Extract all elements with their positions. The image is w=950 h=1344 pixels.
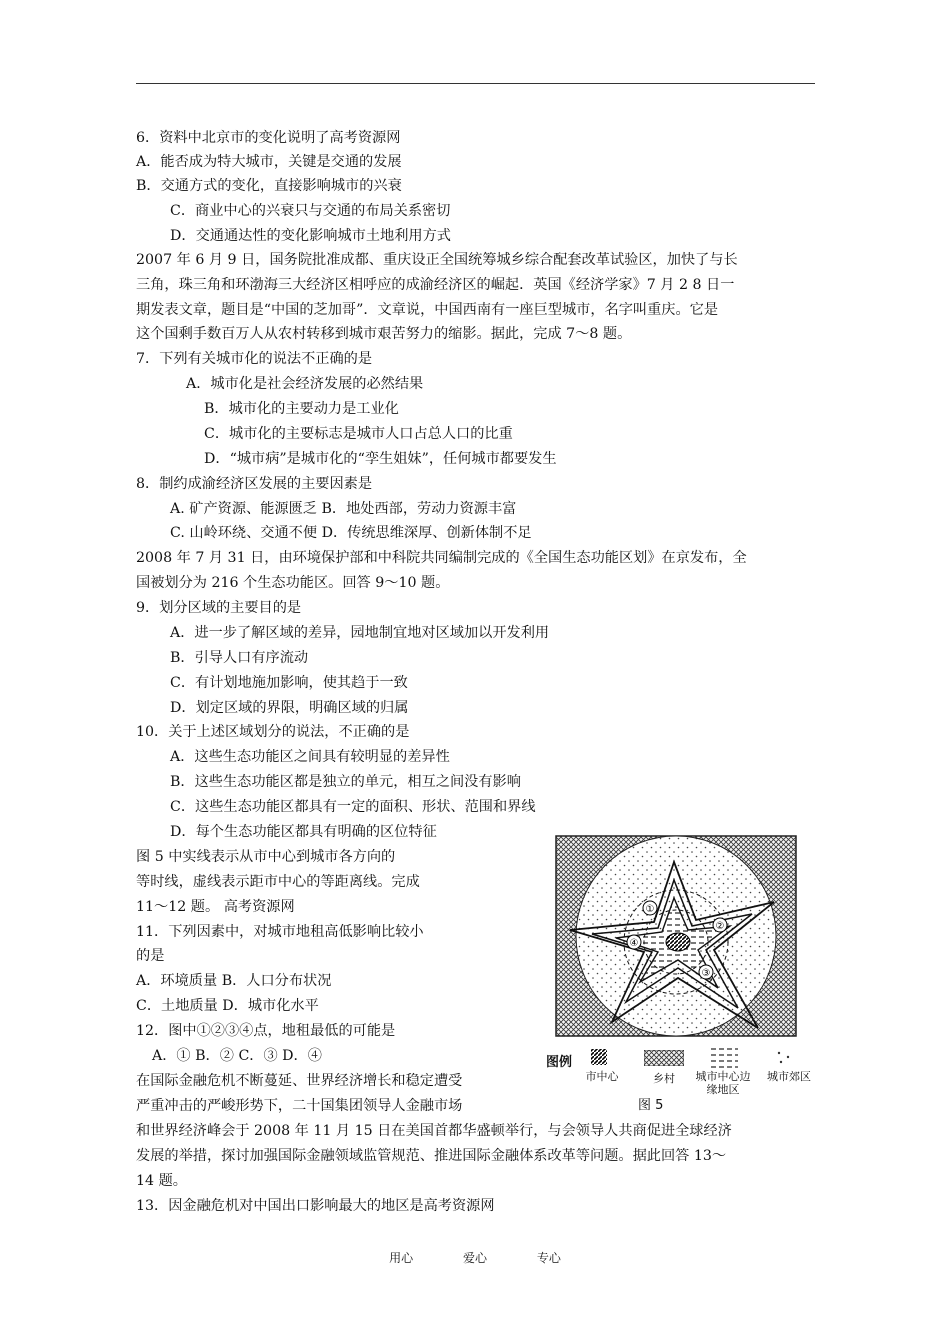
footer-word-3: 专心 [536,1251,561,1265]
passage-11-12-line-2: 等时线，虚线表示距市中心的等距离线。完成 [136,874,420,890]
option-11ab: A．环境质量 B．人口分布状况 [136,973,332,989]
passage-9-10-line-1: 2008 年 7 月 31 日，由环境保护部和中科院共同编制完成的《全国生态功能区划》在京发布，全 [136,550,747,566]
figure-5 [546,832,818,1122]
option-9c: C．有计划地施加影响，使其趋于一致 [170,675,408,691]
footer-word-1: 用心 [389,1251,414,1265]
legend-title: 图例 [546,1055,573,1070]
legend-center-edge-swatch [710,1046,738,1068]
option-9d: D．划定区域的界限，明确区域的归属 [170,700,409,716]
passage-7-8-line-1: 2007 年 6 月 9 日，国务院批准成都、重庆设正全国统筹城乡综合配套改革试验区，加快了与长 [136,252,738,268]
legend-rural-swatch [644,1050,684,1066]
question-10: 10．关于上述区域划分的说法，不正确的是 [136,724,410,740]
option-9b: B．引导人口有序流动 [170,650,309,666]
legend-suburb-swatch [774,1048,794,1066]
point-3-label: ③ [701,968,711,979]
passage-9-10-line-2: 国被划分为 216 个生态功能区。回答 9～10 题。 [136,575,450,591]
question-11-cont: 的是 [136,948,165,964]
figure-caption: 图 5 [638,1098,664,1113]
passage-11-12-line-3: 11～12 题。 高考资源网 [136,899,295,915]
city-zone-map [546,832,818,1047]
option-7c: C．城市化的主要标志是城市人口占总人口的比重 [204,426,513,442]
passage-13-14-line-2: 严重冲击的严峻形势下，二十国集团领导人金融市场 [136,1098,463,1114]
passage-11-12-line-1: 图 5 中实线表示从市中心到城市各方向的 [136,849,396,865]
question-7: 7．下列有关城市化的说法不正确的是 [136,351,373,367]
point-4-label: ④ [629,938,639,949]
legend-city-center-label: 市中心 [585,1070,619,1083]
option-7b: B．城市化的主要动力是工业化 [204,401,399,417]
passage-13-14-line-4: 发展的举措，探讨加强国际金融领域监管规范、推进国际金融体系改革等问题。据此回答 13～ [136,1148,727,1164]
point-1-label: ① [645,904,655,915]
option-6b: B．交通方式的变化，直接影响城市的兴衰 [136,178,402,194]
city-center [666,933,690,951]
option-7d: D．“城市病”是城市化的“孪生姐妹”，任何城市都要发生 [204,451,557,467]
legend-center-edge-label: 城市中心边缘地区 [695,1070,751,1096]
page-footer [0,1249,950,1266]
passage-7-8-line-3: 期发表文章，题目是“中国的芝加哥”．文章说，中国西南有一座巨型城市，名字叫重庆。它是 [136,302,719,318]
header-rule [136,83,815,84]
passage-7-8-line-4: 这个国剩手数百万人从农村转移到城市艰苦努力的缩影。据此，完成 7～8 题。 [136,326,632,342]
option-10a: A．这些生态功能区之间具有较明显的差异性 [170,749,450,765]
option-6c: C．商业中心的兴衰只与交通的布局关系密切 [170,203,451,219]
question-9: 9．划分区域的主要目的是 [136,600,302,616]
legend-rural-label: 乡村 [653,1072,675,1085]
option-10c: C．这些生态功能区都具有一定的面积、形状、范围和界线 [170,799,536,815]
option-6d: D．交通通达性的变化影响城市土地利用方式 [170,228,451,244]
question-6: 6．资料中北京市的变化说明了高考资源网 [136,130,401,146]
option-11cd: C．土地质量 D．城市化水平 [136,998,319,1014]
option-10b: B．这些生态功能区都是独立的单元，相互之间没有影响 [170,774,521,790]
footer-word-2: 爱心 [462,1251,487,1265]
passage-13-14-line-5: 14 题。 [136,1173,187,1189]
option-8ab: A. 矿产资源、能源匮乏 B．地处西部，劳动力资源丰富 [170,501,517,517]
question-13: 13．因金融危机对中国出口影响最大的地区是高考资源网 [136,1198,495,1214]
passage-13-14-line-3: 和世界经济峰会于 2008 年 11 月 15 日在美国首都华盛顿举行，与会领导人共商促进全球经济 [136,1123,732,1139]
option-10d: D．每个生态功能区都具有明确的区位特征 [170,824,437,840]
question-12: 12．图中①②③④点，地租最低的可能是 [136,1023,396,1039]
point-2-label: ② [715,921,725,932]
passage-7-8-line-2: 三角，珠三角和环渤海三大经济区相呼应的成渝经济区的崛起．英国《经济学家》7 月 2 8 日一 [136,277,735,293]
option-9a: A．进一步了解区域的差异，园地制宜地对区域加以开发利用 [170,625,550,641]
option-6a: A．能否成为特大城市，关键是交通的发展 [136,154,402,170]
question-11: 11．下列因素中，对城市地租高低影响比较小 [136,924,424,940]
passage-13-14-line-1: 在国际金融危机不断蔓延、世界经济增长和稳定遭受 [136,1073,463,1089]
question-8: 8．制约成渝经济区发展的主要因素是 [136,476,373,492]
option-8cd: C. 山岭环绕、交通不便 D．传统思维深厚、创新体制不足 [170,525,532,541]
legend-suburb-label: 城市郊区 [767,1070,811,1083]
option-7a: A．城市化是社会经济发展的必然结果 [186,376,424,392]
legend-city-center-swatch [590,1048,608,1066]
option-12: A．① B．② C．③ D．④ [152,1048,322,1064]
